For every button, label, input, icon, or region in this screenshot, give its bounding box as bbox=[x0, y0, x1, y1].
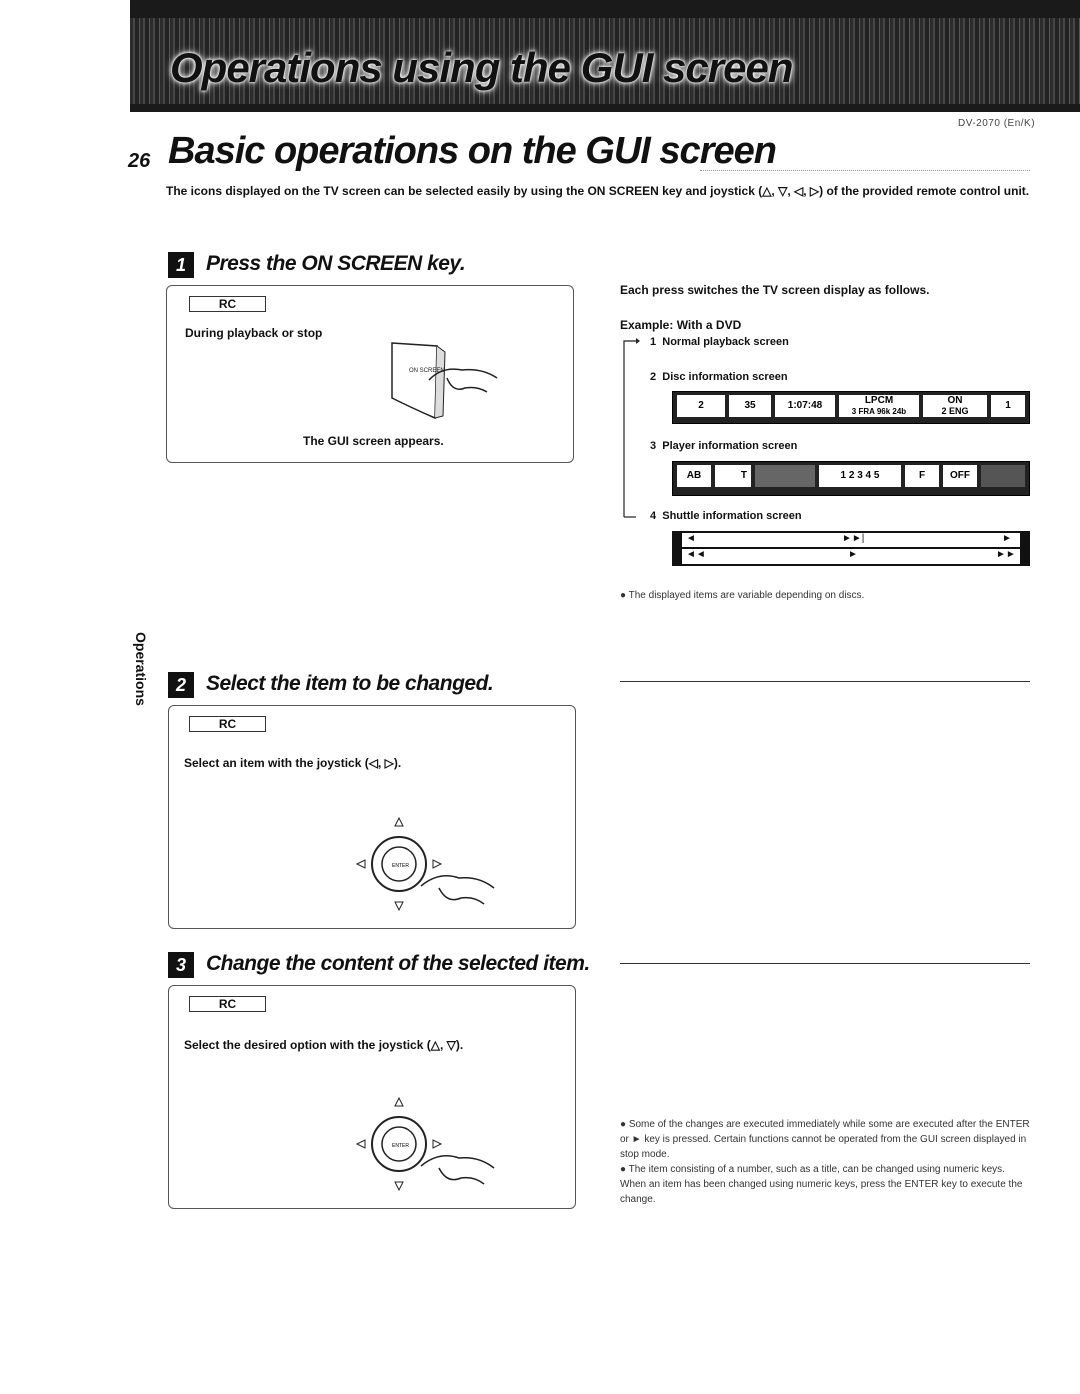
shuttle-symbol: ►►| bbox=[842, 533, 865, 544]
header-banner bbox=[130, 0, 1080, 112]
time-display: 1:07:48 bbox=[775, 395, 835, 417]
step3-rc-label: RC bbox=[189, 996, 266, 1012]
step3-rule bbox=[620, 963, 1030, 964]
side-tab-label: Operations bbox=[133, 632, 149, 706]
audio-display: LPCM 3 FRA 96k 24b bbox=[839, 395, 919, 417]
subtitle-display: ON 2 ENG bbox=[923, 395, 987, 417]
page-number: 26 bbox=[128, 150, 151, 172]
display-example: Example: With a DVD bbox=[620, 318, 742, 332]
display-item-1: 1 Normal playback screen bbox=[650, 336, 789, 348]
note-2: ● The item consisting of a number, such as a title, can be changed using numeric keys. When an item has been changed using numeric keys, press the ENTER key to execute the change. bbox=[620, 1164, 1023, 1205]
step3-number: 3 bbox=[168, 952, 194, 978]
pf-display: F bbox=[905, 465, 939, 487]
shuttle-symbol: ►► bbox=[996, 549, 1016, 560]
step1-number: 1 bbox=[168, 252, 194, 278]
program-display: 1 2 3 4 5 bbox=[819, 465, 901, 487]
player-info-screen bbox=[672, 461, 1030, 496]
step2-instruction: Select an item with the joystick (◁, ▷). bbox=[184, 756, 402, 770]
step2-rule bbox=[620, 681, 1030, 682]
step2-box bbox=[168, 705, 576, 929]
step1-result: The GUI screen appears. bbox=[303, 434, 444, 448]
on-screen-key-text: ON SCREEN bbox=[409, 368, 445, 374]
display-note: ● The displayed items are variable depending on discs. bbox=[620, 590, 865, 601]
intro-text: The icons displayed on the TV screen can be selected easily by using the ON SCREEN key and joystick (△, ▽, ◁, ▷) of the provided remote control unit. bbox=[166, 184, 1030, 198]
step1-title: Press the ON SCREEN key. bbox=[206, 252, 466, 275]
step2-title: Select the item to be changed. bbox=[206, 672, 494, 695]
step3-title: Change the content of the selected item. bbox=[206, 952, 590, 975]
player-thumbnail-right bbox=[981, 465, 1025, 487]
model-label: DV-2070 (En/K) bbox=[958, 118, 1036, 129]
angle-display: 1 bbox=[991, 395, 1025, 417]
shuttle-symbol: ► bbox=[1002, 533, 1012, 544]
step1-rc-label: RC bbox=[189, 296, 266, 312]
chapter-number: 35 bbox=[729, 395, 771, 417]
repeat-ab: AB bbox=[677, 465, 711, 487]
step1-box bbox=[166, 285, 574, 463]
step3-instruction: Select the desired option with the joystick (△, ▽). bbox=[184, 1038, 464, 1052]
shuttle-info-screen bbox=[672, 531, 1030, 566]
on-screen-key-hand-icon bbox=[387, 338, 507, 428]
shuttle-symbol: ◄ bbox=[686, 533, 696, 544]
display-item-3: 3 Player information screen bbox=[650, 440, 798, 452]
step2-rc-label: RC bbox=[189, 716, 266, 732]
title-rule bbox=[700, 170, 1030, 172]
step2-number: 2 bbox=[168, 672, 194, 698]
enter-label: ENTER bbox=[392, 863, 409, 869]
off-display: OFF bbox=[943, 465, 977, 487]
page-title: Basic operations on the GUI screen bbox=[168, 130, 776, 172]
step3-box bbox=[168, 985, 576, 1209]
player-thumbnail bbox=[755, 465, 815, 487]
joystick-icon bbox=[329, 1096, 529, 1201]
step1-condition: During playback or stop bbox=[185, 326, 323, 340]
joystick-icon bbox=[329, 816, 529, 921]
note-1: ● Some of the changes are executed immediately while some are executed after the ENTER or ► key is pressed. Certain functions cannot be operated from the GUI screen displayed in stop mode. bbox=[620, 1119, 1030, 1160]
banner-title: Operations using the GUI screen bbox=[170, 44, 793, 91]
disc-info-screen bbox=[672, 391, 1030, 424]
display-item-4: 4 Shuttle information screen bbox=[650, 510, 802, 522]
display-lead: Each press switches the TV screen display as follows. bbox=[620, 283, 930, 297]
cycle-arrow-icon bbox=[618, 337, 640, 527]
display-item-2: 2 Disc information screen bbox=[650, 371, 788, 383]
shuttle-symbol: ◄◄ bbox=[686, 549, 706, 560]
repeat-t: T bbox=[715, 465, 751, 487]
shuttle-symbol: ► bbox=[848, 549, 858, 560]
title-number: 2 bbox=[677, 395, 725, 417]
enter-label: ENTER bbox=[392, 1143, 409, 1149]
